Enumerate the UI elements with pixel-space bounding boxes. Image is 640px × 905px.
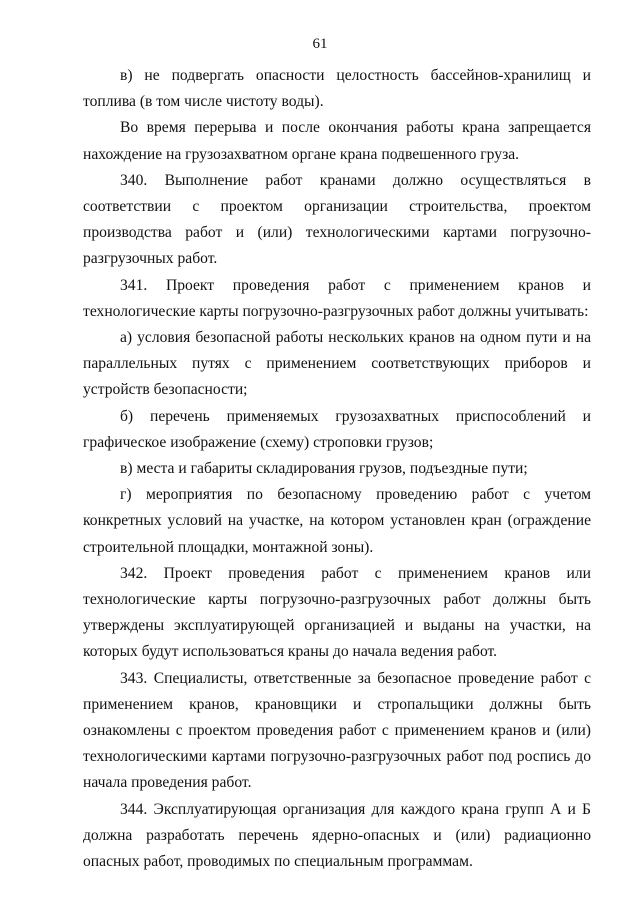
paragraph-341: 341. Проект проведения работ с применением кранов и технологические карты погрузочно-разгрузочных работ должны учитывать: xyxy=(83,276,591,320)
paragraph-item-v: в) не подвергать опасности целостность бассейнов-хранилищ и топлива (в том числе чистоту воды). xyxy=(83,67,591,111)
paragraph-341-b: б) перечень применяемых грузозахватных приспособлений и графическое изображение (схему) строповки грузов; xyxy=(83,407,591,451)
paragraph-341-v: в) места и габариты складирования грузов, подъездные пути; xyxy=(120,460,528,478)
paragraph-343: 343. Специалисты, ответственные за безопасное проведение работ с применением кранов, крановщики и стропальщики должны быть ознакомлены с проектом проведения работ с применением кранов и (или) технологическими картами погрузочно-разгрузочных работ под роспись до начала проведения работ. xyxy=(83,669,591,792)
paragraph-344: 344. Эксплуатирующая организация для каждого крана групп А и Б должна разработать перечень ядерно-опасных и (или) радиационно опасных работ, проводимых по специальным программам. xyxy=(83,800,591,871)
paragraph-341-a: а) условия безопасной работы нескольких кранов на одном пути и на параллельных путях с применением соответствующих приборов и устройств безопасности; xyxy=(83,329,591,399)
page-number: 61 xyxy=(312,36,328,52)
paragraph-340: 340. Выполнение работ кранами должно осуществляться в соответствии с проектом организации строительства, проектом производства работ и (или) технологическими картами погрузочно-разгрузочных работ. xyxy=(83,171,591,268)
document-body xyxy=(83,63,591,875)
paragraph-342: 342. Проект проведения работ с применением кранов или технологические карты погрузочно-разгрузочных работ должны быть утверждены эксплуатирующей организацией и выданы на участки, на которых будут использоваться краны до начала ведения работ. xyxy=(83,564,591,661)
paragraph-341-g: г) мероприятия по безопасному проведению работ с учетом конкретных условий на участке, на котором установлен кран (ограждение строительной площадки, монтажной зоны). xyxy=(83,486,591,556)
paragraph-break-rule: Во время перерыва и после окончания работы крана запрещается нахождение на грузозахватном органе крана подвешенного груза. xyxy=(83,119,591,163)
